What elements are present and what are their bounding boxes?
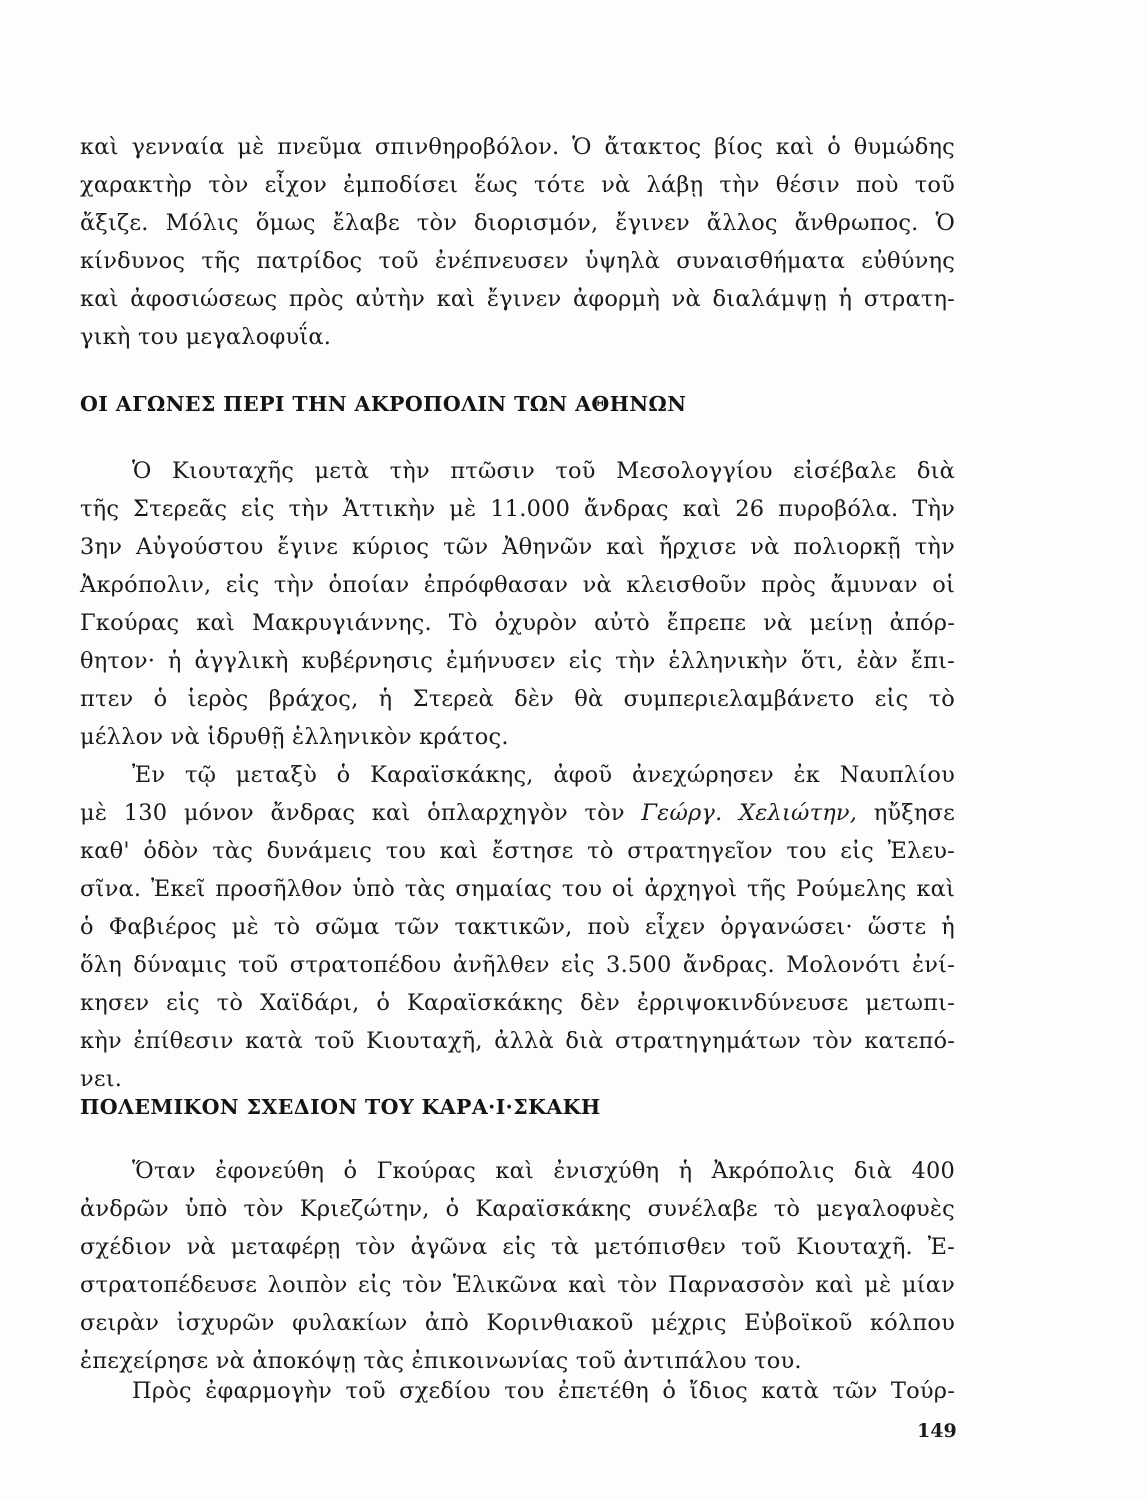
text-line: ὅλη δύναμις τοῦ στρατοπέδου ἀνῆλθεν εἰς 3.500 ἄνδρας. Μολονότι ἐνί- <box>80 952 955 978</box>
section2-paragraph-1 <box>80 1152 955 1380</box>
text-line: πτεν ὁ ἱερὸς βράχος, ἡ Στερεὰ δὲν θὰ συμπεριελαμβάνετο εἰς τὸ <box>80 686 955 712</box>
text-line: σχέδιον νὰ μεταφέρῃ τὸν ἀγῶνα εἰς τὰ μετόπισθεν τοῦ Κιουταχῆ. Ἐ- <box>80 1234 955 1260</box>
text-line: ἄξιζε. Μόλις ὅμως ἔλαβε τὸν διορισμόν, ἔγινεν ἄλλος ἄνθρωπος. Ὁ <box>80 210 955 236</box>
section1-paragraph-1 <box>80 452 955 756</box>
section-heading-battle-plan: ΠΟΛΕΜΙΚΟΝ ΣΧΕΔΙΟΝ ΤΟΥ ΚΑΡΑ·Ι·ΣΚΑΚΗ <box>80 1095 601 1119</box>
text-line: ἀνδρῶν ὑπὸ τὸν Κριεζώτην, ὁ Καραϊσκάκης συνέλαβε τὸ μεγαλοφυὲς <box>80 1196 955 1222</box>
opening-paragraph <box>80 128 955 356</box>
text-line: καὶ ἀφοσιώσεως πρὸς αὐτὴν καὶ ἔγινεν ἀφορμὴ νὰ διαλάμψῃ ἡ στρατη- <box>80 286 955 312</box>
text-line: καὶ γενναία μὲ πνεῦμα σπινθηροβόλον. Ὁ ἄτακτος βίος καὶ ὁ θυμώδης <box>80 134 955 160</box>
text-line: Γκούρας καὶ Μακρυγιάννης. Τὸ ὀχυρὸν αὐτὸ ἔπρεπε νὰ μείνῃ ἀπόρ- <box>80 610 955 636</box>
text-line: καθ' ὁδὸν τὰς δυνάμεις του καὶ ἔστησε τὸ στρατηγεῖον του εἰς Ἐλευ- <box>80 838 955 864</box>
italic-name: Γεώργ. Χελιώτην, <box>641 800 858 826</box>
text-line: Πρὸς ἐφαρμογὴν τοῦ σχεδίου του ἐπετέθη ὁ ἴδιος κατὰ τῶν Τούρ- <box>132 1378 955 1404</box>
text-line: γικὴ του μεγαλοφυΐα. <box>80 324 332 350</box>
text-line <box>80 794 955 832</box>
text-line: Ἀκρόπολιν, εἰς τὴν ὁποίαν ἐπρόφθασαν νὰ κλεισθοῦν πρὸς ἄμυναν οἱ <box>80 572 955 598</box>
section1-paragraph-2 <box>80 756 955 1098</box>
page-number: 149 <box>917 1420 957 1442</box>
text-line: κησεν εἰς τὸ Χαϊδάρι, ὁ Καραϊσκάκης δὲν ἐρριψοκινδύνευσε μετωπι- <box>80 990 955 1016</box>
text-line: ἐπεχείρησε νὰ ἀποκόψῃ τὰς ἐπικοινωνίας τοῦ ἀντιπάλου του. <box>80 1348 802 1374</box>
text-fragment: ηὔξησε <box>873 800 955 826</box>
text-line: μέλλον νὰ ἱδρυθῇ ἑλληνικὸν κράτος. <box>80 724 509 750</box>
text-line: θητον· ἡ ἀγγλικὴ κυβέρνησις ἐμήνυσεν εἰς τὴν ἑλληνικὴν ὅτι, ἐὰν ἔπι- <box>80 648 955 674</box>
text-line: 3ην Αὐγούστου ἔγινε κύριος τῶν Ἀθηνῶν καὶ ἤρχισε νὰ πολιορκῇ τὴν <box>80 534 955 560</box>
text-line: Ὅταν ἐφονεύθη ὁ Γκούρας καὶ ἐνισχύθη ἡ Ἀκρόπολις διὰ 400 <box>132 1158 955 1184</box>
section2-paragraph-2 <box>80 1372 955 1410</box>
text-line: Ἐν τῷ μεταξὺ ὁ Καραϊσκάκης, ἀφοῦ ἀνεχώρησεν ἐκ Ναυπλίου <box>132 762 955 788</box>
text-line: σειρὰν ἰσχυρῶν φυλακίων ἀπὸ Κορινθιακοῦ μέχρις Εὐβοϊκοῦ κόλπου <box>80 1310 955 1336</box>
text-line: κὴν ἐπίθεσιν κατὰ τοῦ Κιουταχῆ, ἀλλὰ διὰ στρατηγημάτων τὸν κατεπό- <box>80 1028 955 1054</box>
section-heading-acropolis: ΟΙ ΑΓΩΝΕΣ ΠΕΡΙ ΤΗΝ ΑΚΡΟΠΟΛΙΝ ΤΩΝ ΑΘΗΝΩΝ <box>80 392 687 416</box>
text-line: Ὁ Κιουταχῆς μετὰ τὴν πτῶσιν τοῦ Μεσολογγίου εἰσέβαλε διὰ <box>132 458 955 484</box>
text-line: νει. <box>80 1066 123 1092</box>
text-fragment: μὲ 130 μόνον ἄνδρας καὶ ὁπλαρχηγὸν τὸν <box>80 800 625 826</box>
text-line: χαρακτὴρ τὸν εἶχον ἐμποδίσει ἕως τότε νὰ λάβῃ τὴν θέσιν ποὺ τοῦ <box>80 172 955 198</box>
text-line: ὁ Φαβιέρος μὲ τὸ σῶμα τῶν τακτικῶν, ποὺ εἶχεν ὀργανώσει· ὥστε ἡ <box>80 914 955 940</box>
text-line: κίνδυνος τῆς πατρίδος τοῦ ἐνέπνευσεν ὑψηλὰ συναισθήματα εὐθύνης <box>80 248 955 274</box>
text-line: στρατοπέδευσε λοιπὸν εἰς τὸν Ἑλικῶνα καὶ τὸν Παρνασσὸν καὶ μὲ μίαν <box>80 1272 955 1298</box>
text-line: σῖνα. Ἐκεῖ προσῆλθον ὑπὸ τὰς σημαίας του οἱ ἀρχηγοὶ τῆς Ρούμελης καὶ <box>80 876 955 902</box>
text-line: τῆς Στερεᾶς εἰς τὴν Ἀττικὴν μὲ 11.000 ἄνδρας καὶ 26 πυροβόλα. Τὴν <box>80 496 955 522</box>
